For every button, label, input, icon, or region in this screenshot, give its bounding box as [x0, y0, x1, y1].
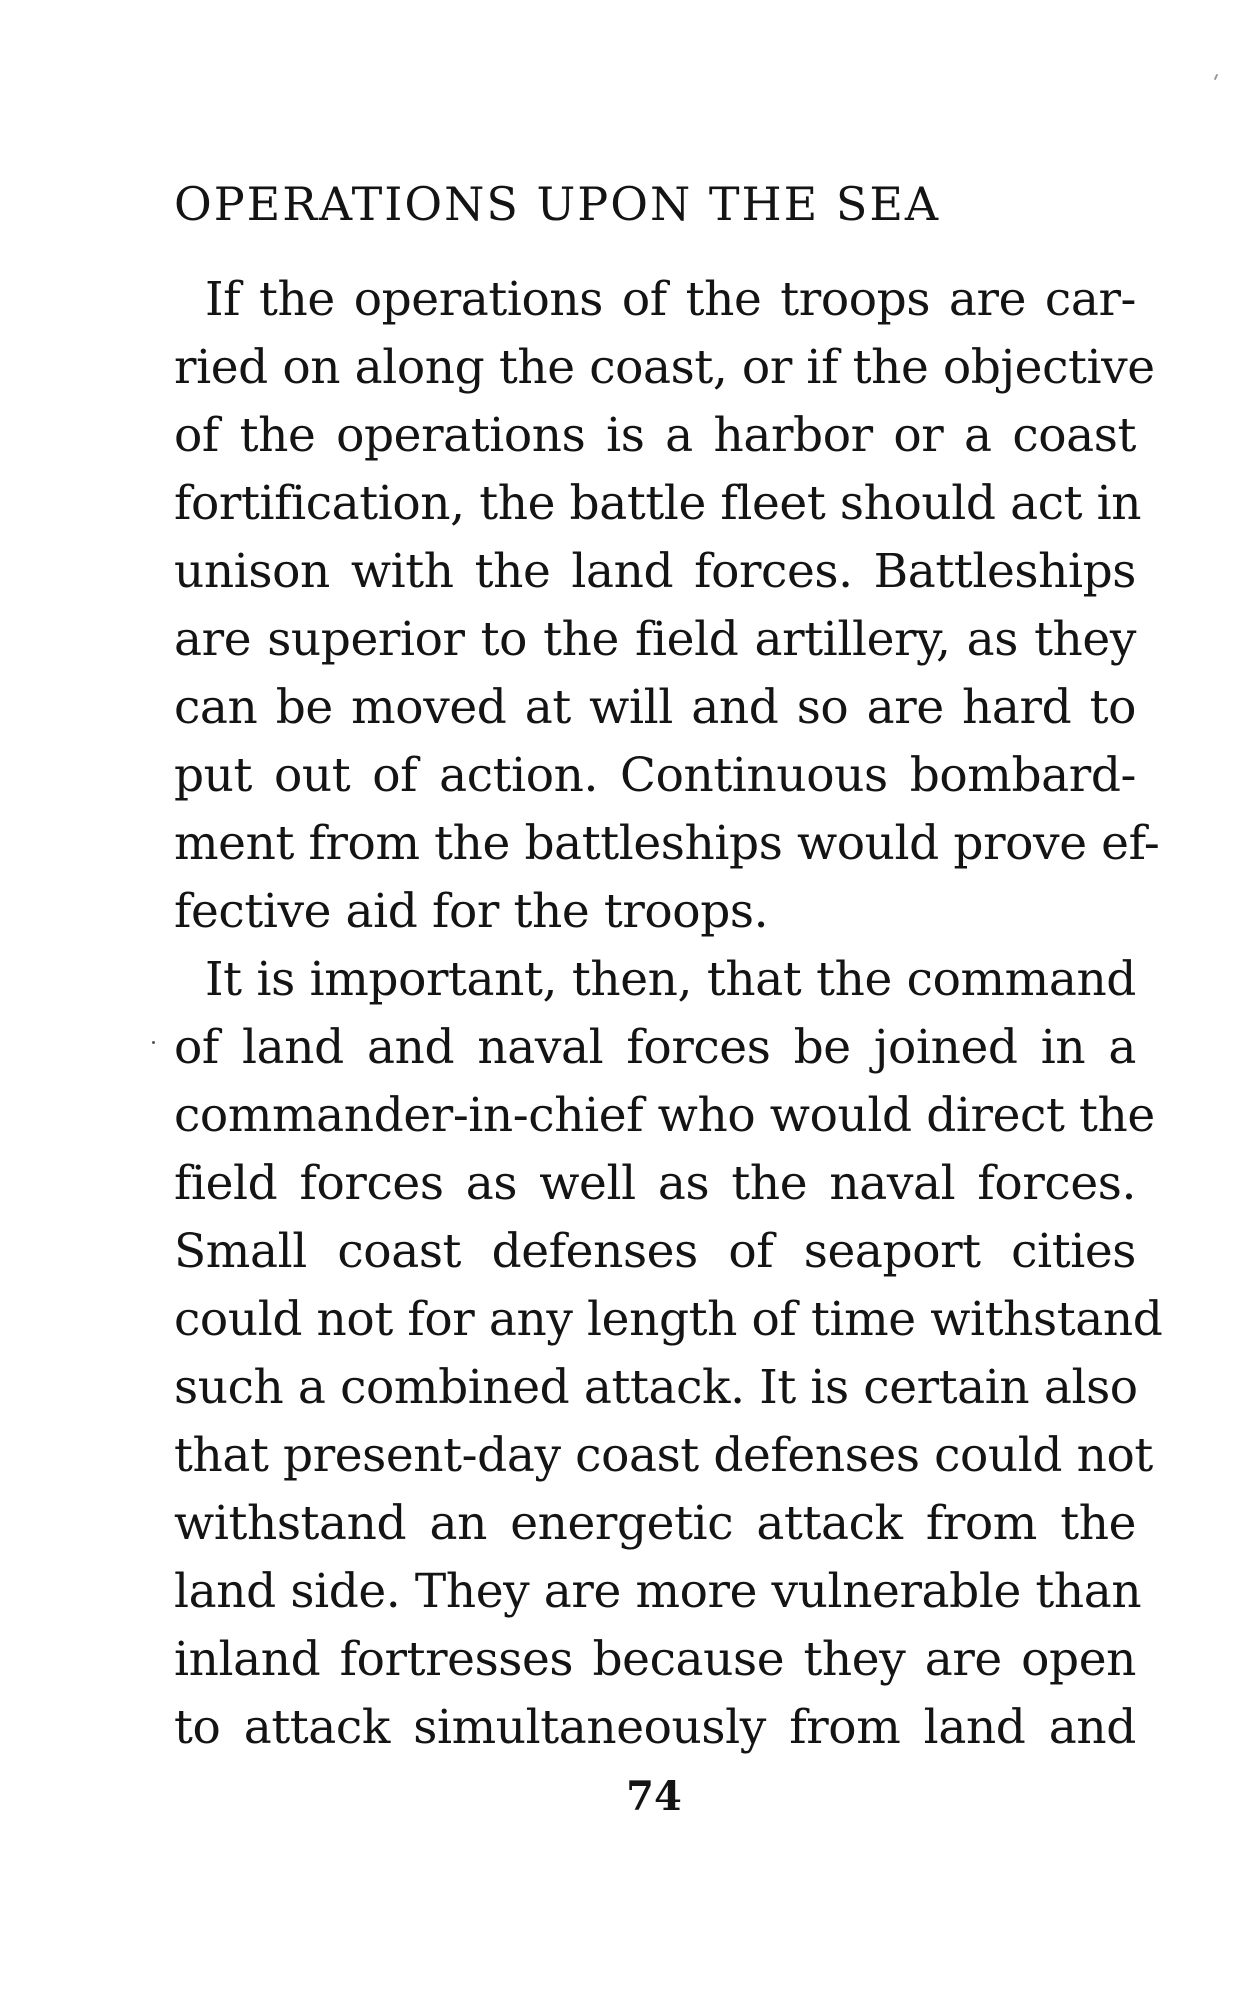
body-line: unison with the land forces. Battleships	[174, 544, 1136, 599]
body-line: inland fortresses because they are open	[174, 1632, 1136, 1687]
body-line: commander-in-chief who would direct the	[174, 1088, 1155, 1143]
scan-mark	[1214, 74, 1218, 80]
body-line: of land and naval forces be joined in a	[174, 1020, 1136, 1075]
body-line: put out of action. Continuous bombard-	[174, 748, 1136, 803]
body-line: It is important, then, that the command	[205, 952, 1136, 1007]
body-line: such a combined attack. It is certain also	[174, 1360, 1138, 1415]
ink-speck	[152, 1041, 155, 1044]
body-line: ried on along the coast, or if the objective	[174, 340, 1155, 395]
body-line: ment from the battleships would prove ef-	[174, 816, 1160, 871]
page-heading: OPERATIONS UPON THE SEA	[174, 177, 941, 231]
body-line: of the operations is a harbor or a coast	[174, 408, 1136, 463]
body-line: could not for any length of time withstand	[174, 1292, 1163, 1347]
body-line: If the operations of the troops are car-	[205, 272, 1136, 327]
body-line: Small coast defenses of seaport cities	[174, 1224, 1136, 1279]
page-number: 74	[626, 1773, 682, 1820]
body-line: can be moved at will and so are hard to	[174, 680, 1136, 735]
body-line: fortification, the battle fleet should act in	[174, 476, 1142, 531]
body-line: land side. They are more vulnerable than	[174, 1564, 1142, 1619]
body-line: fective aid for the troops.	[174, 884, 769, 939]
body-line: that present-day coast defenses could not	[174, 1428, 1153, 1483]
body-line: to attack simultaneously from land and	[174, 1700, 1136, 1755]
body-line: field forces as well as the naval forces.	[174, 1156, 1136, 1211]
body-line: are superior to the field artillery, as they	[174, 612, 1136, 667]
body-line: withstand an energetic attack from the	[174, 1496, 1136, 1551]
